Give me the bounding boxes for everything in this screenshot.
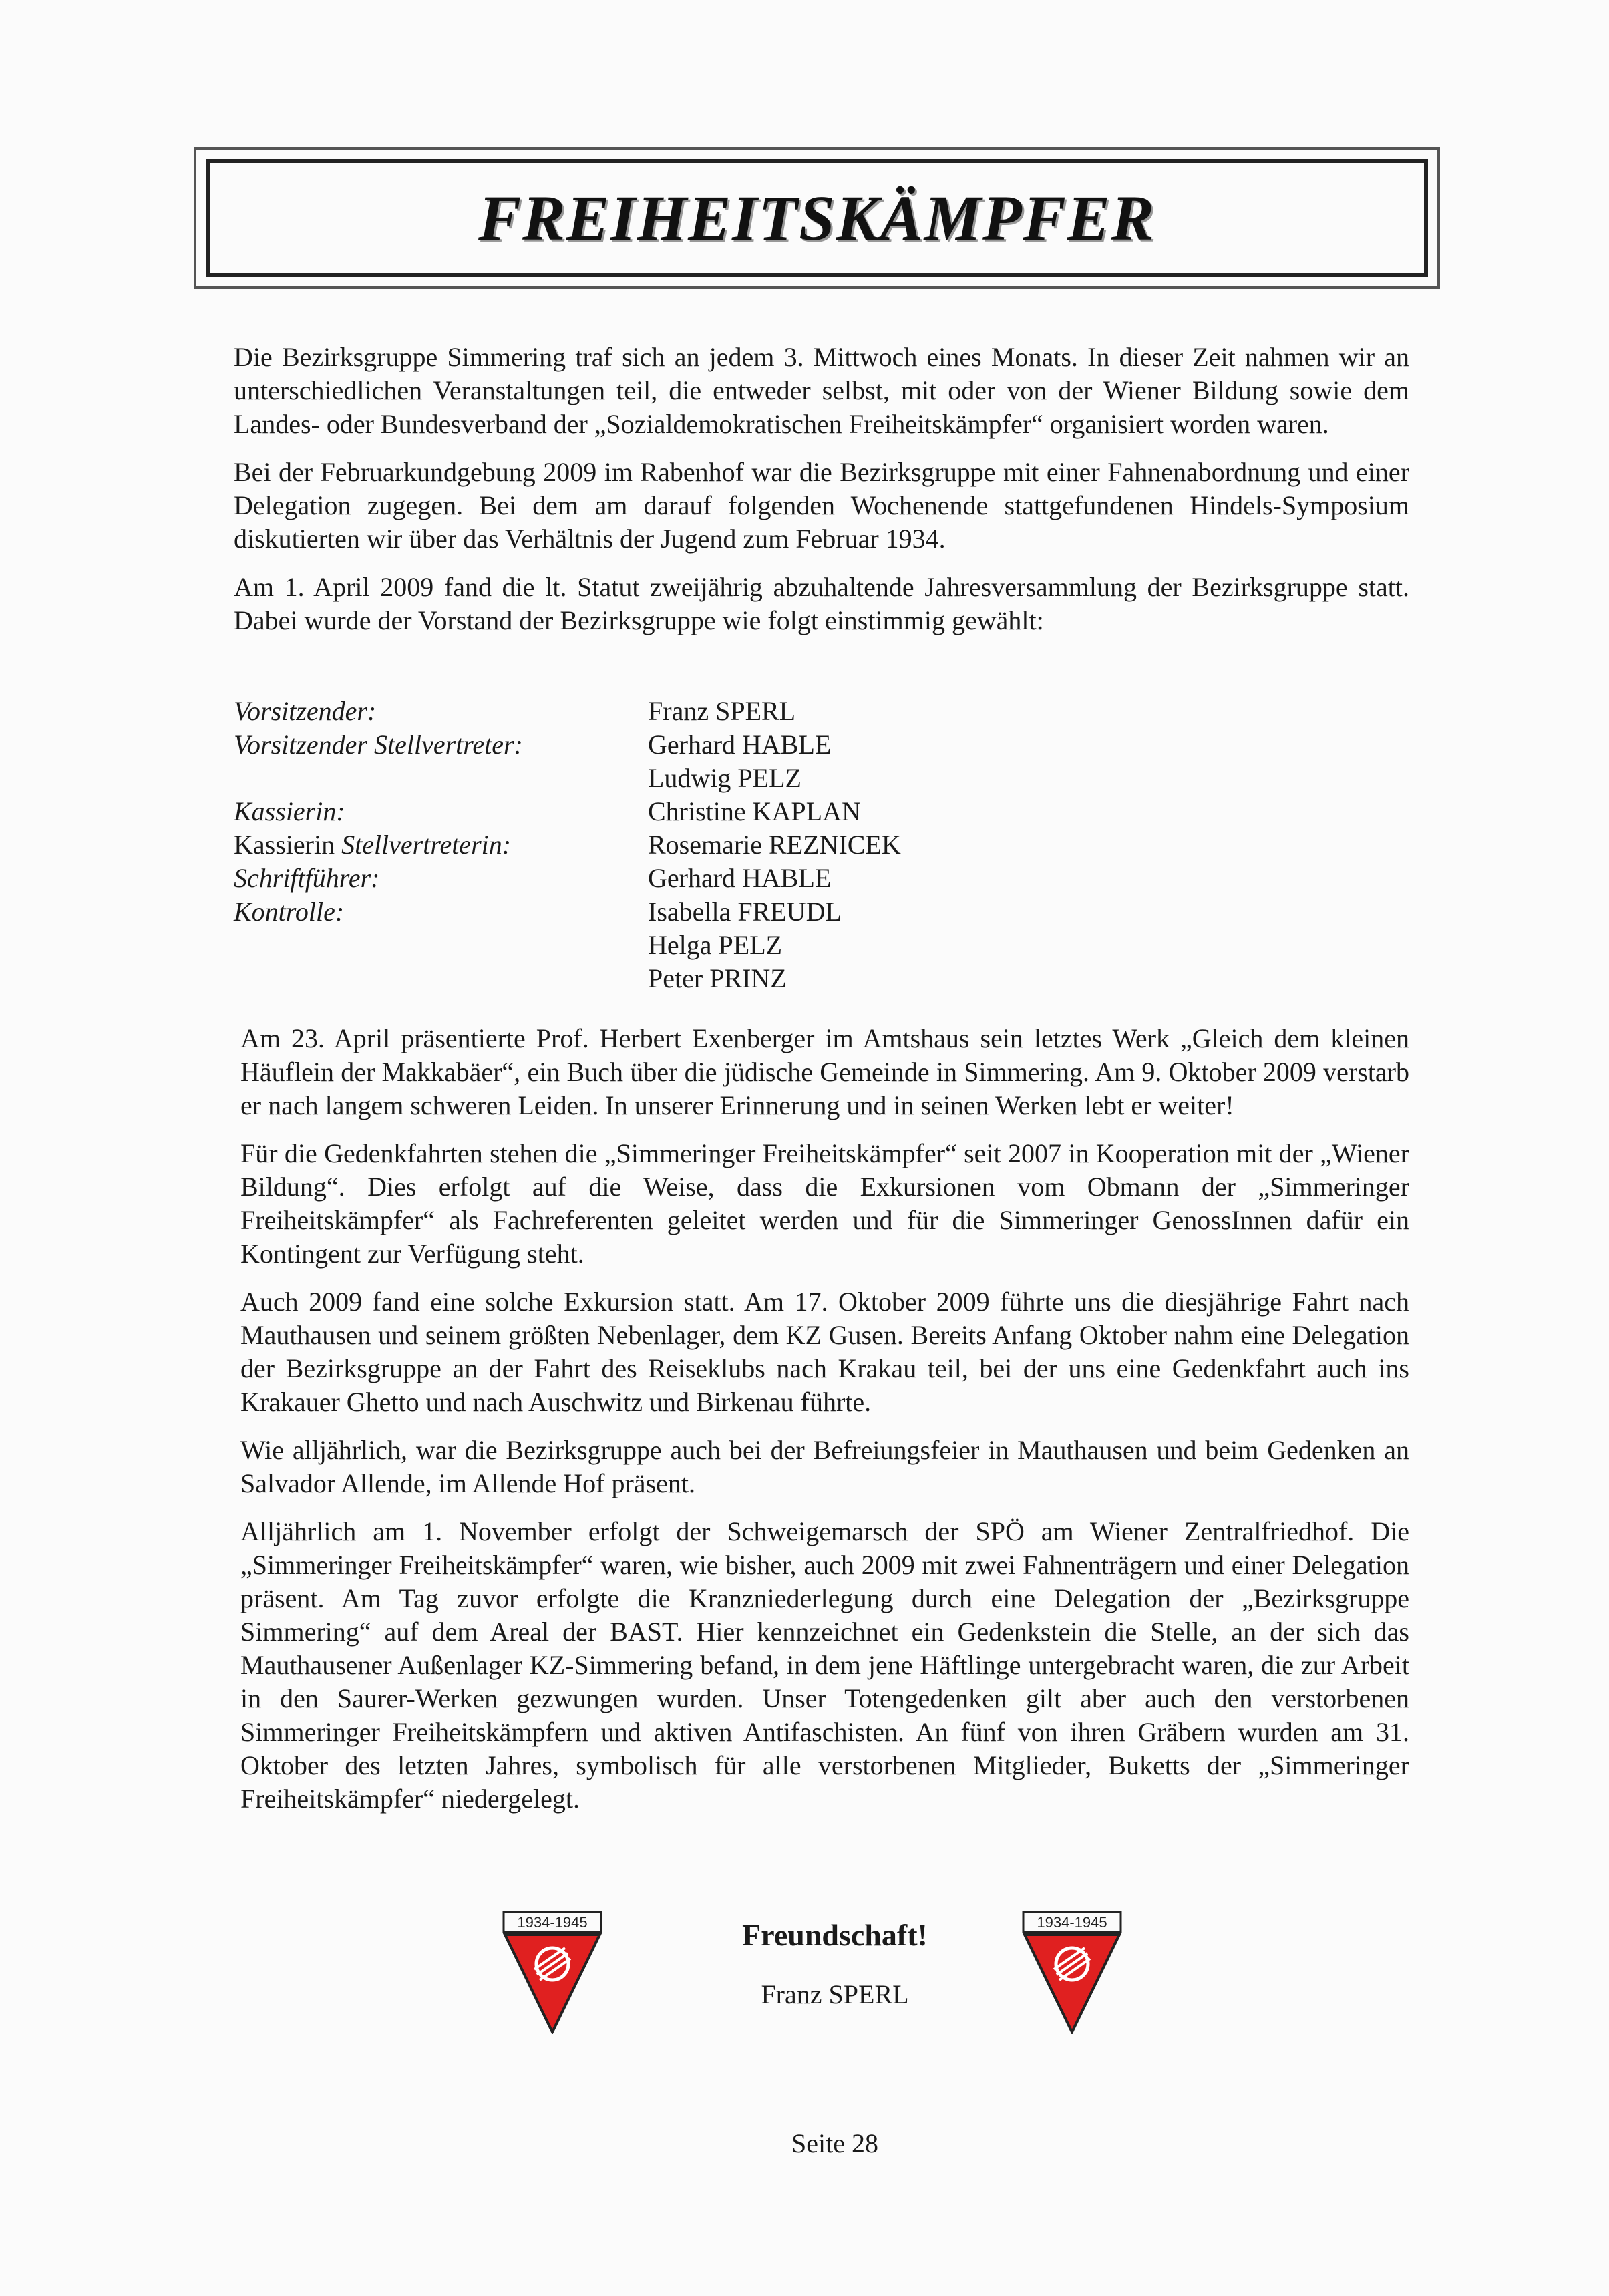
board-name: Peter PRINZ: [648, 963, 787, 993]
board-role: Vorsitzender:: [234, 696, 377, 726]
paragraph: Alljährlich am 1. November erfolgt der Schweigemarsch der SPÖ am Wiener Zentralfriedhof. Die „Simmeringer Freiheitskämpfer“ waren, wie bisher, auch 2009 mit zwei Fahnenträgern und einer Delegation präsent. Am Tag zuvor erfolgte die Kranzniederlegung durch eine Delegation der „Bezirksgruppe Simmering“ auf dem Areal der BAST. Hier kennzeichnet ein Gedenkstein die Stelle, an der sich das Mauthausener Außenlager KZ-Simmering befand, in dem jene Häftlinge untergebracht waren, die zur Arbeit in den Saurer-Werken gezwungen wurden. Unser Totengedenken gilt aber auch den verstorbenen Simmeringer Freiheitskämpfern und aktiven Antifaschisten. An fünf von ihren Gräbern wurden am 31. Oktober des letzten Jahres, symbolisch für alle verstorbenen Mitglieder, Buketts der „Simmeringer Freiheitskämpfer“ niedergelegt.: [240, 1516, 1409, 1814]
paragraph: Für die Gedenkfahrten stehen die „Simmeringer Freiheitskämpfer“ seit 2007 in Kooperation mit der „Wiener Bildung“. Dies erfolgt auf die Weise, dass die Exkursionen vom Obmann der „Simmeringer Freiheitskämpfer“ als Fachreferenten geleitet werden und für die Simmeringer GenossInnen dafür ein Kontingent zur Verfügung steht.: [240, 1138, 1409, 1269]
board-names: [648, 895, 1409, 995]
board-name: Isabella FREUDL: [648, 896, 842, 927]
board-list: [234, 695, 1409, 995]
page-title: FREIHEITSKÄMPFER: [478, 182, 1155, 254]
board-row: [234, 895, 1409, 995]
board-names: [648, 728, 1409, 795]
board-row: [234, 828, 1409, 862]
freiheitskaempfer-logo-icon: [1022, 1911, 1122, 2034]
board-role-italic: Stellvertreterin:: [341, 830, 512, 860]
board-name: Rosemarie REZNICEK: [648, 830, 901, 860]
paragraph: Wie alljährlich, war die Bezirksgruppe auch bei der Befreiungsfeier in Mauthausen und beim Gedenken an Salvador Allende, im Allende Hof präsent.: [240, 1435, 1409, 1498]
board-names: [648, 862, 1409, 895]
board-name: Franz SPERL: [648, 696, 796, 726]
board-row: [234, 795, 1409, 828]
signature: Franz SPERL: [761, 1979, 909, 2009]
main-text: [240, 1022, 1409, 1830]
board-row: [234, 695, 1409, 728]
paragraph: Auch 2009 fand eine solche Exkursion statt. Am 17. Oktober 2009 führte uns die diesjährige Fahrt nach Mauthausen und seinem größten Nebenlager, dem KZ Gusen. Bereits Anfang Oktober nahm eine Delegation der Bezirksgruppe an der Fahrt des Reiseklubs nach Krakau teil, bei der uns eine Gedenkfahrt auch ins Krakauer Ghetto und nach Auschwitz und Birkenau führte.: [240, 1287, 1409, 1417]
board-row: [234, 862, 1409, 895]
paragraph: Die Bezirksgruppe Simmering traf sich an jedem 3. Mittwoch eines Monats. In dieser Zeit nahmen wir an unterschiedlichen Veranstaltungen teil, die entweder selbst, mit oder von der Wiener Bildung sowie dem Landes- oder Bundesverband der „Sozialdemokratischen Freiheitskämpfer“ organisiert worden waren.: [234, 342, 1409, 439]
board-names: [648, 828, 1409, 862]
board-names: [648, 695, 1409, 728]
board-name: Ludwig PELZ: [648, 763, 801, 793]
logo-label: 1934-1945: [1037, 1914, 1107, 1931]
board-role: Schriftführer:: [234, 863, 380, 893]
paragraph: Am 23. April präsentierte Prof. Herbert Exenberger im Amtshaus sein letztes Werk „Gleich dem kleinen Häuflein der Makkabäer“, ein Buch über die jüdische Gemeinde in Simmering. Am 9. Oktober 2009 verstarb er nach langem schweren Leiden. In unserer Erinnerung und in seinen Werken lebt er weiter!: [240, 1023, 1409, 1120]
greeting: Freundschaft!: [742, 1918, 928, 1952]
paragraph: Am 1. April 2009 fand die lt. Statut zweijährig abzuhaltende Jahresversammlung der Bezirksgruppe statt. Dabei wurde der Vorstand der Bezirksgruppe wie folgt einstimmig gewählt:: [234, 572, 1409, 635]
intro-text: [234, 341, 1409, 652]
board-role: Vorsitzender Stellvertreter:: [234, 729, 523, 760]
board-names: [648, 795, 1409, 828]
board-role: Kontrolle:: [234, 896, 345, 927]
board-row: [234, 728, 1409, 795]
board-role-plain: Kassierin: [234, 830, 335, 860]
logo-label: 1934-1945: [517, 1914, 588, 1931]
board-name: Gerhard HABLE: [648, 863, 832, 893]
board-role: [234, 828, 648, 862]
board-role: Kassierin:: [234, 796, 345, 826]
board-name: Helga PELZ: [648, 930, 783, 960]
paragraph: Bei der Februarkundgebung 2009 im Rabenhof war die Bezirksgruppe mit einer Fahnenabordnung und einer Delegation zugegen. Bei dem am darauf folgenden Wochenende stattgefundenen Hindels-Symposium diskutierten wir über das Verhältnis der Jugend zum Februar 1934.: [234, 457, 1409, 554]
page-number: Seite 28: [791, 2128, 878, 2158]
board-name: Christine KAPLAN: [648, 796, 861, 826]
board-name: Gerhard HABLE: [648, 729, 832, 760]
title-box: [206, 159, 1428, 277]
freiheitskaempfer-logo-icon: [502, 1911, 602, 2034]
